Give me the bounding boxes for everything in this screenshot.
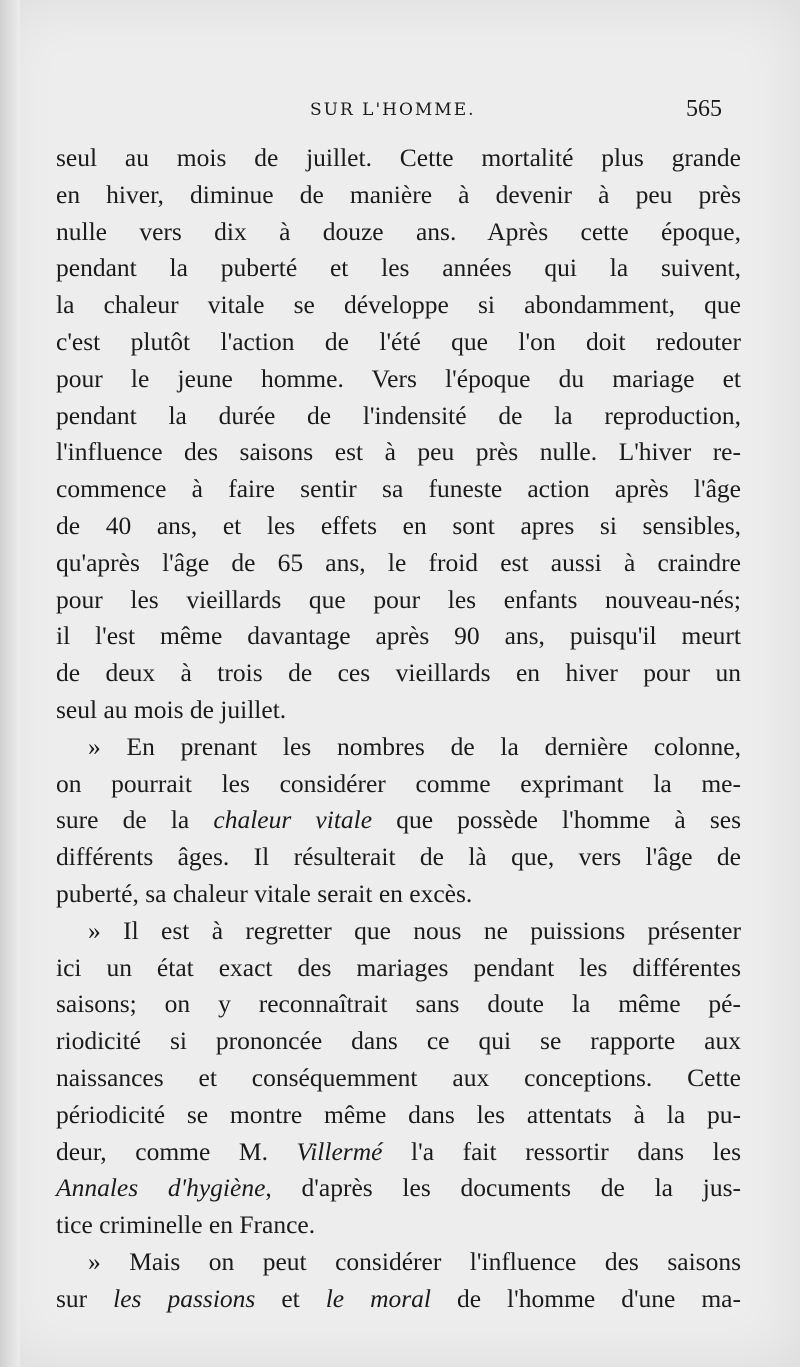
text-line [56,913,741,950]
text-line [56,802,741,839]
text-line [56,950,741,987]
text-line [56,471,741,508]
text-segment: et [255,1283,326,1313]
text-line [56,1244,741,1281]
italic-text: Annales d'hygiène [56,1173,266,1203]
text-line [56,986,741,1023]
running-title: SUR L'HOMME. [310,100,476,120]
text-segment: » Mais on peut considérer l'influence des saisons [88,1246,741,1276]
italic-text: Villermé [296,1136,383,1166]
text-segment: commence à faire sentir sa funeste action après l'âge [56,474,741,504]
text-segment: de deux à trois de ces vieillards en hiver pour un [56,658,741,688]
italic-text: les passions [113,1283,256,1313]
text-segment: de l'homme d'une ma- [431,1283,741,1313]
text-line [56,1060,741,1097]
page-number: 565 [686,96,722,122]
text-line [56,177,741,214]
text-line [56,1281,741,1318]
text-segment: tice criminelle en France. [56,1210,316,1240]
text-segment: pendant la durée de l'indensité de la reproduction, [56,400,741,430]
text-segment: pendant la puberté et les années qui la suivent, [56,253,741,283]
text-segment: » Il est à regretter que nous ne puissions présenter [88,915,741,945]
text-line [56,1134,741,1171]
text-segment: nulle vers dix à douze ans. Après cette époque, [56,216,741,246]
text-segment: l'influence des saisons est à peu près nulle. L'hiver re- [56,437,741,467]
text-segment: seul au mois de juillet. Cette mortalité plus grande [56,143,741,172]
text-segment: différents âges. Il résulterait de là que, vers l'âge de [56,842,741,872]
text-segment: deur, comme M. [56,1136,297,1166]
text-segment: naissances et conséquemment aux conceptions. Cette [56,1062,741,1092]
text-segment: riodicité si prononcée dans ce qui se rapporte aux [56,1026,741,1056]
text-segment: c'est plutôt l'action de l'été que l'on doit redouter [56,326,741,356]
text-segment: périodicité se montre même dans les attentats à la pu- [56,1099,741,1129]
text-line [56,655,741,692]
italic-text: chaleur vitale [213,805,373,835]
italic-text: le moral [325,1283,432,1313]
text-line [56,434,741,471]
text-line [56,618,741,655]
text-line [56,324,741,361]
text-line [56,250,741,287]
text-segment: puberté, sa chaleur vitale serait en excès. [56,878,473,908]
text-line [56,398,741,435]
text-segment: pour le jeune homme. Vers l'époque du mariage et [56,363,741,393]
text-line [56,692,741,729]
text-segment: en hiver, diminue de manière à devenir à peu près [56,179,741,209]
text-line [56,287,741,324]
body-text [56,140,741,1318]
text-line [56,1023,741,1060]
text-segment: , d'après les documents de la jus- [265,1173,741,1203]
text-segment: sur [56,1283,114,1313]
text-line [56,361,741,398]
text-line [56,1207,741,1244]
text-line [56,729,741,766]
text-line [56,214,741,251]
text-segment: il l'est même davantage après 90 ans, puisqu'il meurt [56,621,741,651]
text-segment: sure de la [56,805,214,835]
text-line [56,766,741,803]
text-segment: que possède l'homme à ses [372,805,741,835]
text-segment: qu'après l'âge de 65 ans, le froid est aussi à craindre [56,547,741,577]
text-line [56,545,741,582]
running-head [0,96,800,126]
text-line [56,876,741,913]
text-segment: l'a fait ressortir dans les [382,1136,741,1166]
text-segment: de 40 ans, et les effets en sont apres si sensibles, [56,510,741,540]
text-line [56,839,741,876]
text-segment: ici un état exact des mariages pendant les différentes [56,952,741,982]
text-line [56,582,741,619]
text-line [56,140,741,177]
text-segment: pour les vieillards que pour les enfants nouveau-nés; [56,584,741,614]
text-segment: » En prenant les nombres de la dernière colonne, [88,731,741,761]
text-segment: la chaleur vitale se développe si abondamment, que [56,290,741,320]
text-line [56,1170,741,1207]
text-segment: on pourrait les considérer comme exprimant la me- [56,768,741,798]
text-segment: saisons; on y reconnaîtrait sans doute la même pé- [56,989,741,1019]
text-segment: seul au mois de juillet. [56,694,287,724]
text-line [56,508,741,545]
page-gutter-shadow [0,0,20,1367]
text-line [56,1097,741,1134]
